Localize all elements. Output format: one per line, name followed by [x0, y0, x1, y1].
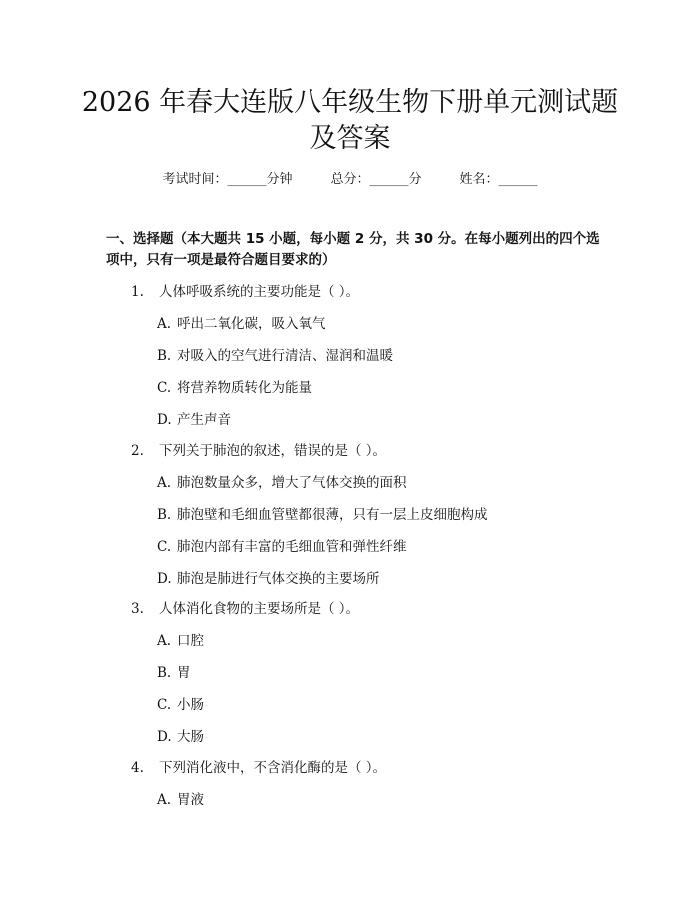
name-label: 姓名： — [459, 172, 499, 187]
option-text: 胃 — [177, 665, 191, 681]
option-letter: C. — [157, 380, 172, 396]
option-text: 肺泡内部有丰富的毛细血管和弹性纤维 — [177, 539, 407, 555]
option-3b — [157, 663, 191, 683]
question-text: 人体消化食物的主要场所是（ ）。 — [159, 601, 360, 617]
option-letter: D. — [157, 729, 172, 745]
name-blank: ______ — [498, 172, 538, 187]
question-3 — [131, 599, 359, 619]
document-title-line2: 及答案 — [309, 123, 391, 154]
option-1a — [157, 314, 326, 334]
document-title-line1: 2026 年春大连版八年级生物下册单元测试题 — [81, 87, 619, 118]
option-2d — [157, 569, 380, 589]
option-text: 胃液 — [177, 792, 204, 808]
option-text: 肺泡是肺进行气体交换的主要场所 — [177, 571, 380, 587]
time-unit: 分钟 — [266, 172, 293, 187]
question-number: 2. — [131, 443, 144, 459]
option-text: 肺泡壁和毛细血管壁都很薄，只有一层上皮细胞构成 — [177, 507, 488, 523]
option-letter: B. — [157, 665, 172, 681]
question-2 — [131, 441, 386, 461]
option-text: 呼出二氧化碳，吸入氧气 — [177, 316, 326, 332]
option-text: 肺泡数量众多，增大了气体交换的面积 — [177, 475, 407, 491]
exam-info-line — [0, 170, 700, 190]
option-letter: B. — [157, 348, 172, 364]
option-letter: A. — [157, 475, 172, 491]
option-letter: B. — [157, 507, 172, 523]
option-3d — [157, 727, 204, 747]
option-letter: A. — [157, 792, 172, 808]
time-blank: ______ — [227, 172, 267, 187]
option-2a — [157, 473, 407, 493]
option-1c — [157, 378, 312, 398]
section-heading-line1: 一、选择题（本大题共 15 小题，每小题 2 分，共 30 分。在每小题列出的四个选 — [106, 231, 600, 247]
question-number: 3. — [131, 601, 144, 617]
option-letter: D. — [157, 412, 172, 428]
option-text: 大肠 — [177, 729, 204, 745]
question-4 — [131, 758, 386, 778]
option-2b — [157, 505, 488, 525]
score-blank: ______ — [369, 172, 409, 187]
question-text: 人体呼吸系统的主要功能是（ ）。 — [159, 284, 360, 300]
option-1d — [157, 410, 231, 430]
question-1 — [131, 282, 359, 302]
option-3c — [157, 695, 204, 715]
option-text: 对吸入的空气进行清洁、湿润和温暖 — [177, 348, 393, 364]
question-text: 下列消化液中，不含消化酶的是（ ）。 — [159, 760, 387, 776]
option-1b — [157, 346, 393, 366]
option-text: 产生声音 — [177, 412, 231, 428]
option-letter: A. — [157, 633, 172, 649]
time-label: 考试时间： — [162, 172, 228, 187]
option-text: 口腔 — [177, 633, 204, 649]
option-letter: C. — [157, 697, 172, 713]
score-label: 总分： — [330, 172, 370, 187]
option-2c — [157, 537, 407, 557]
option-letter: D. — [157, 571, 172, 587]
question-number: 4. — [131, 760, 144, 776]
option-letter: C. — [157, 539, 172, 555]
option-text: 将营养物质转化为能量 — [177, 380, 312, 396]
score-unit: 分 — [408, 172, 422, 187]
option-4a — [157, 790, 204, 810]
question-text: 下列关于肺泡的叙述，错误的是（ ）。 — [159, 443, 387, 459]
section-heading-line2: 项中，只有一项是最符合题目要求的） — [106, 252, 336, 268]
option-3a — [157, 631, 204, 651]
question-number: 1. — [131, 284, 144, 300]
option-text: 小肠 — [177, 697, 204, 713]
option-letter: A. — [157, 316, 172, 332]
